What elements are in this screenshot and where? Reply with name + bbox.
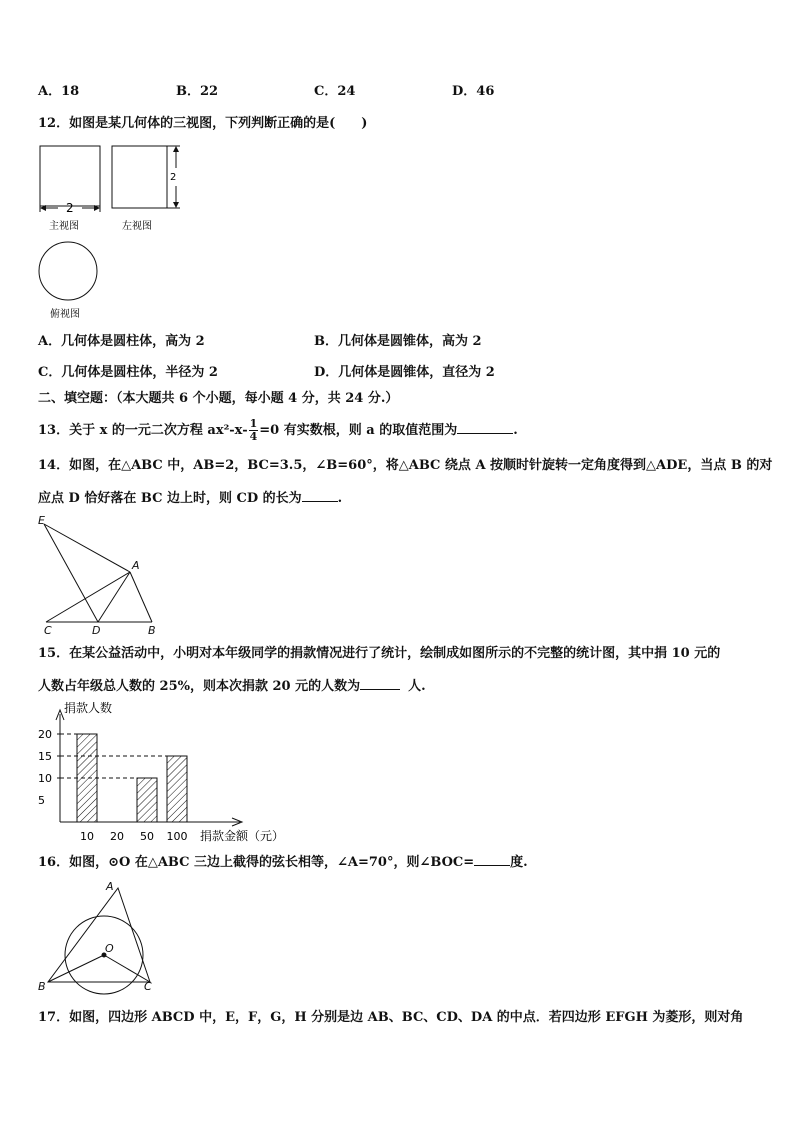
chart-x-tick-label: 50 xyxy=(140,830,154,843)
q13-line xyxy=(38,416,518,446)
q15-answer-blank xyxy=(360,677,400,690)
q16-point-b-label: B xyxy=(38,980,46,993)
chart-bar xyxy=(77,734,97,822)
q13-fraction-denominator: 4 xyxy=(249,430,258,443)
chart-x-tick-label: 20 xyxy=(110,830,124,843)
q11-option-a: A．18 xyxy=(38,84,80,99)
q12-option-a: A．几何体是圆柱体，高为 2 xyxy=(38,334,205,349)
chart-y-tick-label: 20 xyxy=(38,728,52,741)
q12-option-b: B．几何体是圆锥体，高为 2 xyxy=(314,334,482,349)
front-view-dimension: 2 xyxy=(66,201,74,215)
q12-option-d: D．几何体是圆锥体，直径为 2 xyxy=(314,365,495,380)
chart-y-tick-label: 5 xyxy=(38,794,45,807)
q13-text-before: 13．关于 x 的一元二次方程 ax²-x- xyxy=(38,423,248,438)
q16-end: 度. xyxy=(510,855,528,870)
q15-line2 xyxy=(38,677,426,695)
q11-option-b: B．22 xyxy=(176,84,219,99)
chart-y-tick-label: 15 xyxy=(38,750,52,763)
point-d-label: D xyxy=(92,624,101,637)
q16-point-o-label: O xyxy=(105,942,114,955)
q15-text: 人数占年级总人数的 25%，则本次捐款 20 元的人数为 xyxy=(38,679,361,694)
chart-x-tick-label: 10 xyxy=(80,830,94,843)
q14-end: . xyxy=(337,491,343,506)
q14-line1: 14．如图，在△ABC 中，AB=2，BC=3.5，∠B=60°，将△ABC 绕点 A 按顺时针旋转一定角度得到△ADE，当点 B 的对 xyxy=(38,458,773,473)
q14-text: 应点 D 恰好落在 BC 边上时，则 CD 的长为 xyxy=(38,491,302,506)
q16-text: 16．如图，⊙O 在△ABC 三边上截得的弦长相等，∠A=70°，则∠BOC= xyxy=(38,855,475,870)
q11-option-c: C．24 xyxy=(314,84,356,99)
q16-line xyxy=(38,853,528,871)
q12-three-views-figure xyxy=(34,140,194,322)
q15-line1: 15．在某公益活动中，小明对本年级同学的捐款情况进行了统计，绘制成如图所示的不完整的统计图，其中捐 10 元的 xyxy=(38,646,721,661)
front-view xyxy=(40,146,100,232)
q15-bar-chart xyxy=(34,698,304,846)
q12-stem: 12．如图是某几何体的三视图，下列判断正确的是( ) xyxy=(38,116,368,131)
chart-bar xyxy=(167,756,187,822)
q14-triangle-figure xyxy=(34,512,164,638)
top-view xyxy=(39,242,97,320)
q14-answer-blank xyxy=(302,489,338,502)
q11-option-d: D．46 xyxy=(452,84,495,99)
q13-answer-blank xyxy=(457,421,513,434)
top-view-label: 俯视图 xyxy=(50,309,80,320)
q17-line1: 17．如图，四边形 ABCD 中，E，F，G，H 分别是边 AB、BC、CD、DA 的中点．若四边形 EFGH 为菱形，则对角 xyxy=(38,1010,744,1025)
q12-option-c: C．几何体是圆柱体，半径为 2 xyxy=(38,365,218,380)
q13-fraction-numerator: 1 xyxy=(249,417,258,430)
chart-y-tick-label: 10 xyxy=(38,772,52,785)
point-b-label: B xyxy=(148,624,156,637)
q16-circle-triangle-figure xyxy=(34,876,164,1000)
side-view-label: 左视图 xyxy=(122,221,152,232)
chart-bar xyxy=(137,778,157,822)
chart-x-axis-title: 捐款金额（元） xyxy=(200,829,285,843)
q16-answer-blank xyxy=(474,853,510,866)
side-view xyxy=(112,146,180,232)
q16-point-c-label: C xyxy=(144,980,152,993)
point-e-label: E xyxy=(38,514,45,527)
point-c-label: C xyxy=(44,624,52,637)
q13-end: . xyxy=(513,423,518,438)
q14-line2 xyxy=(38,489,342,507)
q13-fraction xyxy=(249,418,259,443)
side-view-dimension: 2 xyxy=(170,172,177,183)
chart-x-tick-label: 100 xyxy=(166,830,188,843)
chart-y-axis-title: 捐款人数 xyxy=(64,701,113,715)
q15-end: 人. xyxy=(408,679,426,694)
q13-text-after: =0 有实数根，则 a 的取值范围为 xyxy=(259,423,458,438)
front-view-label: 主视图 xyxy=(49,221,79,232)
point-a-label: A xyxy=(132,559,140,572)
section-title: 二、填空题：（本大题共 6 个小题，每小题 4 分，共 24 分.） xyxy=(38,391,399,406)
q16-point-a-label: A xyxy=(106,880,114,893)
